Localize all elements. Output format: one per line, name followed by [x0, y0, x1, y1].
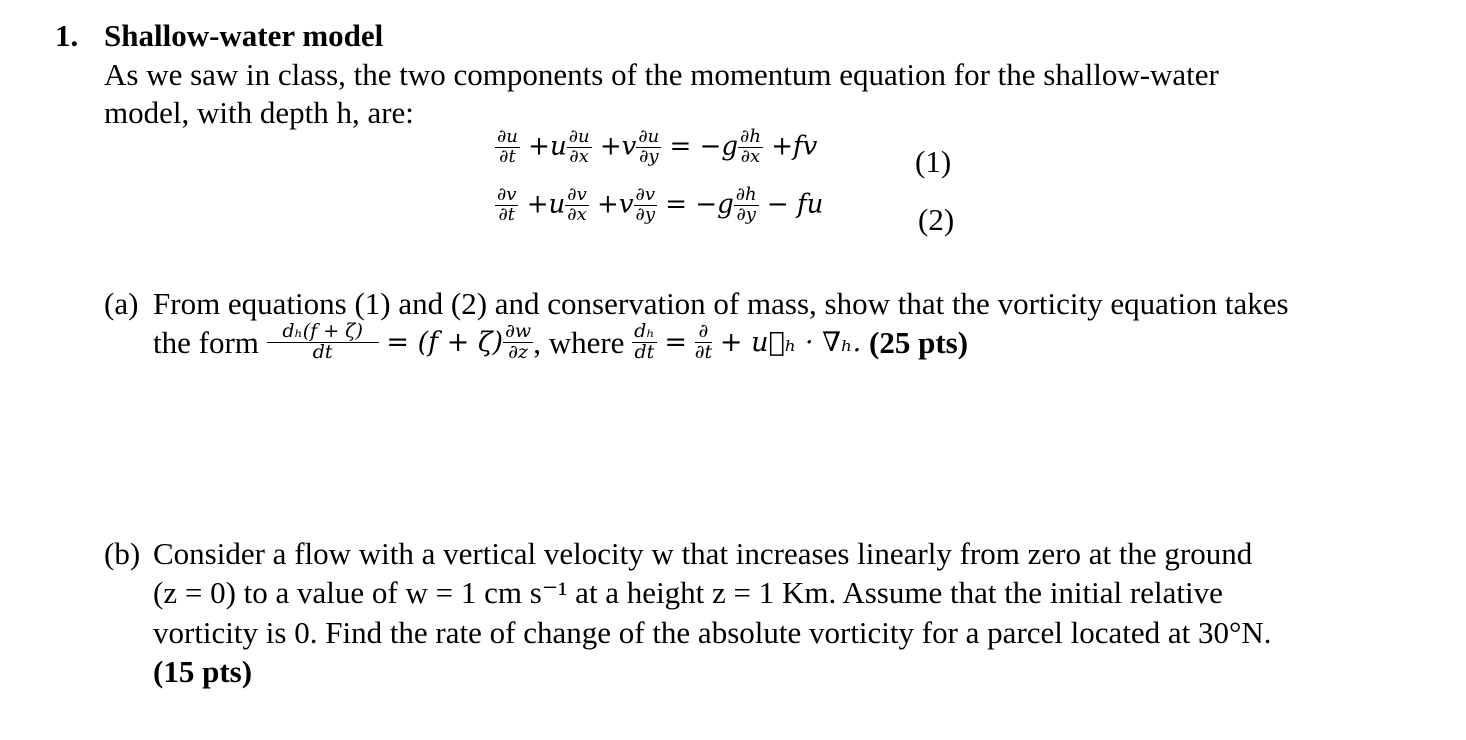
eq1-plus-u: +u [528, 131, 567, 162]
dz: ∂z [508, 340, 529, 363]
part-b-line-3: vorticity is 0. Find the rate of change of the absolute vorticity for a parcel located at 30°N. [153, 615, 1272, 650]
eq2-dx: ∂x [567, 203, 587, 225]
eq1-plus-v: +v [599, 131, 637, 162]
equation-2-number: (2) [918, 202, 955, 237]
dw: ∂w [505, 320, 532, 342]
eq2-dy: ∂y [635, 203, 655, 225]
eq2-tail: − fu [766, 189, 824, 220]
eq1-dx-2: ∂x [740, 145, 761, 167]
lhs-numerator: dₕ(f + ζ) [267, 322, 379, 343]
eq2-plus-v: +v [597, 189, 634, 220]
part-b-points: (15 pts) [153, 654, 253, 689]
partial: ∂ [695, 322, 712, 343]
intro-line-2: model, with depth h, are: [104, 95, 414, 130]
part-a-formula-line [153, 322, 968, 363]
eq1-du-3: ∂u [638, 126, 660, 147]
eq2-equals-g: = −g [665, 189, 734, 220]
eq2-dh: ∂h [735, 184, 757, 205]
eq2-dv: ∂v [497, 184, 517, 205]
eq2-plus-u: +u [526, 189, 566, 220]
equals-sign: = [664, 326, 687, 358]
part-a-points: (25 pts) [869, 324, 969, 360]
eq2-dv-2: ∂v [567, 184, 587, 205]
eq1-du: ∂u [497, 126, 518, 147]
dh-operator: dₕ [634, 320, 655, 342]
eq1-tail: +fv [771, 131, 818, 162]
eq2-dt: ∂t [498, 203, 516, 225]
equation-2 [495, 186, 823, 225]
dh-dt: dt [634, 340, 655, 363]
eq2-dy-2: ∂y [736, 203, 756, 225]
eq1-du-2: ∂u [568, 126, 590, 147]
intro-line-1: As we saw in class, the two components of the momentum equation for the shallow-water [104, 57, 1219, 92]
partial-t: ∂t [694, 340, 713, 363]
problem-number: 1. [55, 18, 79, 53]
equals-f-zeta: = (f + ζ) [386, 326, 504, 358]
eq1-dx: ∂x [569, 145, 589, 167]
comma-where: , where [533, 324, 625, 360]
eq1-dt: ∂t [499, 145, 516, 167]
advection-term: + u⃗ₕ · ∇ₕ. [719, 326, 862, 358]
part-b-line-2: (z = 0) to a value of w = 1 cm s⁻¹ at a height z = 1 Km. Assume that the initial relative [153, 575, 1223, 610]
eq1-dy: ∂y [639, 145, 659, 167]
part-b-line-1: Consider a flow with a vertical velocity w that increases linearly from zero at the ground [153, 536, 1253, 571]
part-a-line-1: From equations (1) and (2) and conservation of mass, show that the vorticity equation takes [153, 286, 1289, 321]
part-a-label: (a) [104, 286, 139, 321]
part-a-the-form: the form [153, 324, 259, 360]
eq2-dv-3: ∂v [635, 184, 655, 205]
eq1-dh: ∂h [740, 126, 761, 147]
equation-1 [495, 128, 817, 167]
problem-title: Shallow-water model [104, 18, 384, 53]
lhs-denominator: dt [312, 340, 333, 363]
part-b-label: (b) [104, 536, 141, 571]
equation-1-number: (1) [915, 144, 952, 179]
eq1-equals-g: = −g [669, 131, 739, 162]
